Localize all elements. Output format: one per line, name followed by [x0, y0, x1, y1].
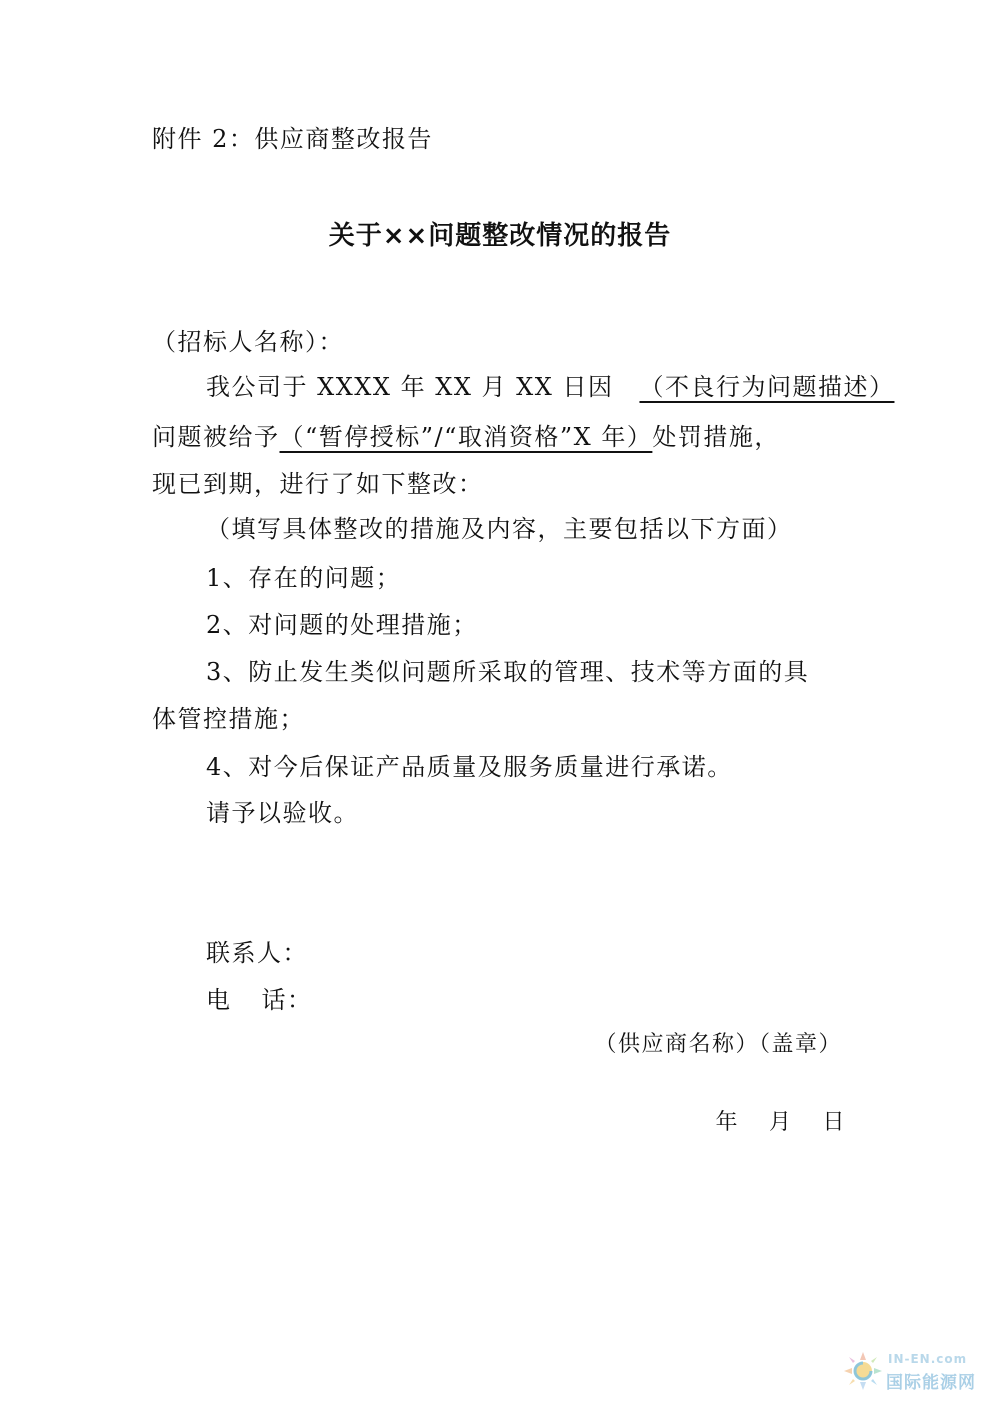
watermark-domain: IN-EN.com: [888, 1352, 968, 1366]
sun-logo-icon: [840, 1348, 886, 1394]
para1-line2: [152, 422, 780, 452]
addressee-line: （招标人名称）：: [152, 328, 344, 356]
para1-tail: 处罚措施，: [652, 423, 780, 451]
signature-line: （供应商名称）（盖章）: [594, 1032, 842, 1057]
para1-line1: [206, 372, 894, 402]
list-item-2: 2、对问题的处理措施；: [206, 611, 478, 639]
attachment-label: 附件 2：供应商整改报告: [152, 125, 433, 153]
list-item-3: 3、防止发生类似问题所采取的管理、技术等方面的具: [206, 658, 810, 686]
list-item-1: 1、存在的问题；: [206, 564, 402, 592]
para1-lead: 我公司于 XXXX 年 XX 月 XX 日因: [206, 373, 614, 401]
phone-label: 电 话：: [206, 986, 313, 1014]
instruction-line: （填写具体整改的措施及内容，主要包括以下方面）: [206, 515, 793, 543]
report-title: 关于××问题整改情况的报告: [328, 221, 672, 251]
date-year: 年: [715, 1110, 739, 1135]
violation-description-blank: （不良行为问题描述）: [639, 373, 895, 401]
list-item-4: 4、对今后保证产品质量及服务质量进行承诺。: [206, 753, 733, 781]
request-line: 请予以验收。: [206, 799, 359, 827]
watermark-name: 国际能源网: [886, 1373, 976, 1393]
date-month: 月: [768, 1110, 793, 1135]
watermark-logo: [840, 1336, 990, 1406]
date-day: 日: [822, 1110, 846, 1135]
penalty-blank: （“暂停授标”/“取消资格”X 年）: [279, 423, 653, 451]
date-line: [715, 1108, 846, 1138]
para1-cont: 问题被给予: [152, 423, 280, 451]
para1-line3: 现已到期，进行了如下整改：: [152, 470, 484, 498]
list-item-3-cont: 体管控措施；: [152, 705, 305, 733]
contact-label: 联系人：: [206, 939, 308, 967]
